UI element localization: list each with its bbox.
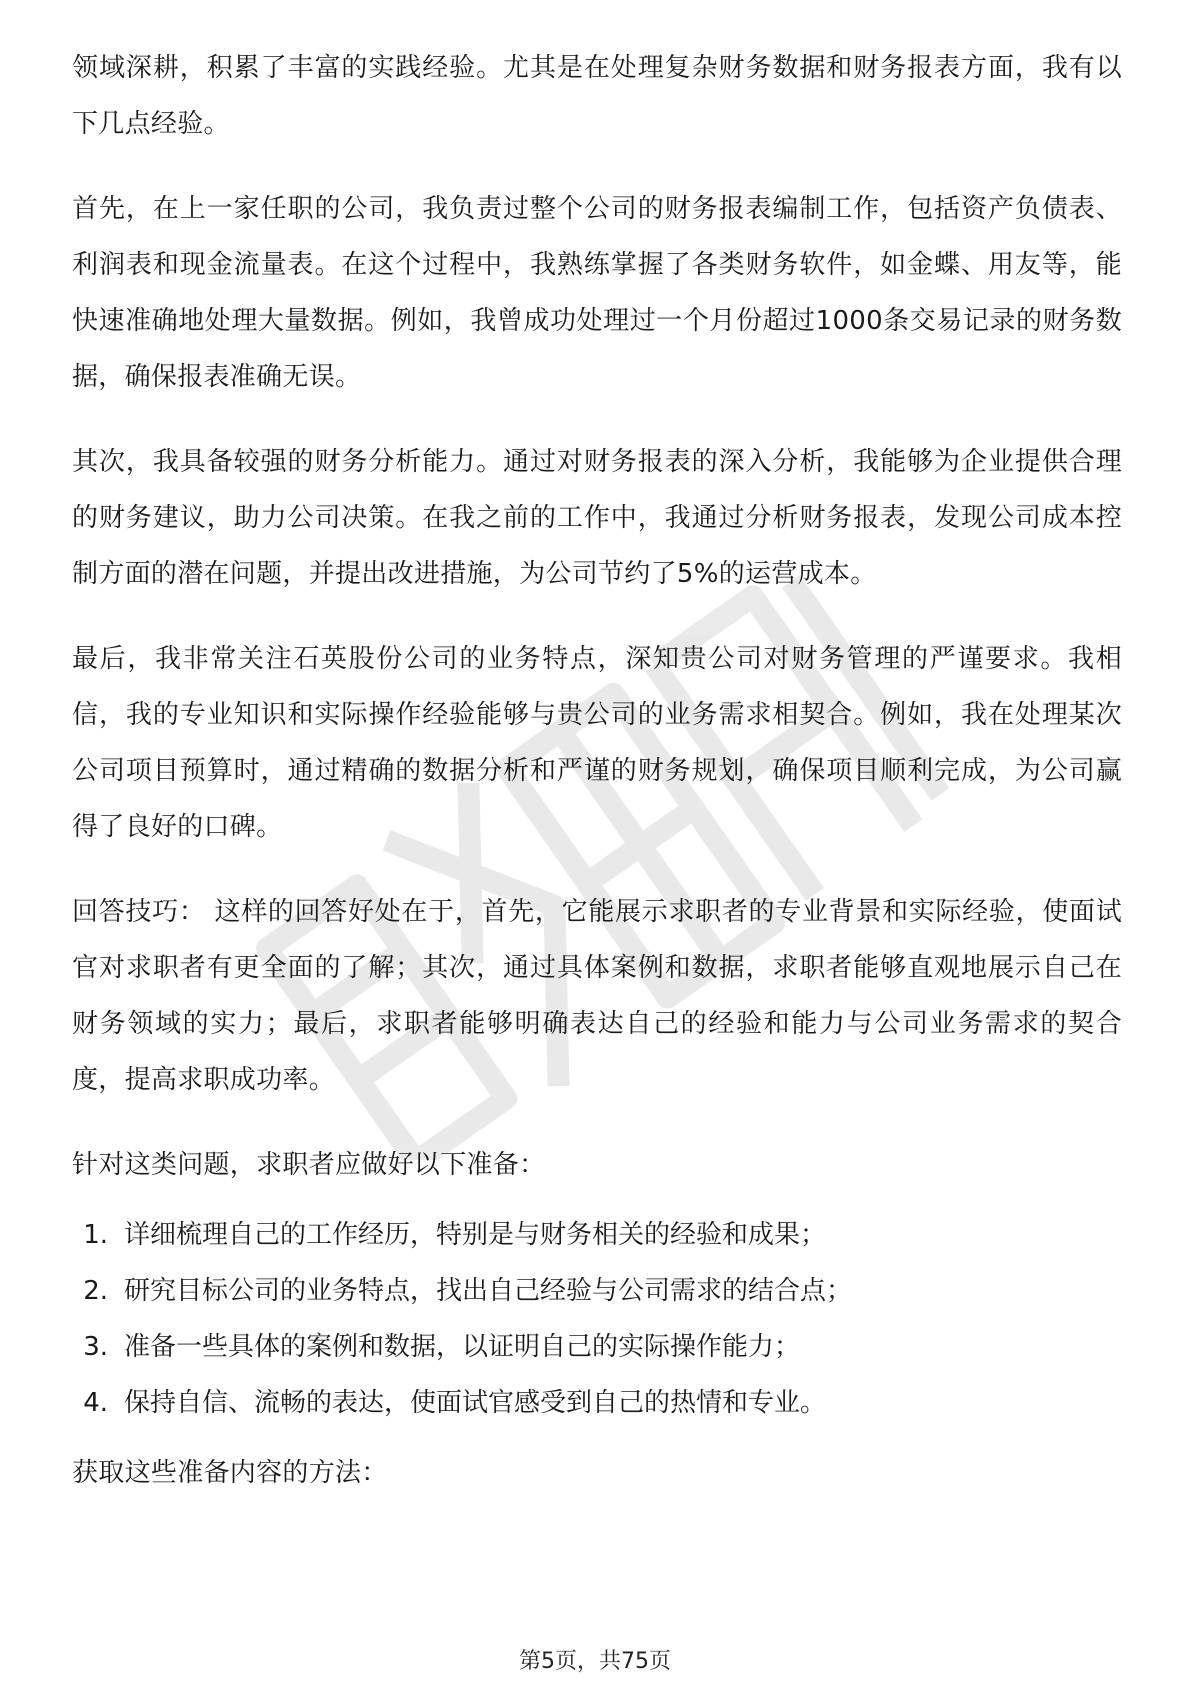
list-item-number: 3. xyxy=(83,1332,108,1362)
paragraph-answer-tips: 回答技巧： 这样的回答好处在于，首先，它能展示求职者的专业背景和实际经验，使面试官对求职者有更全面的了解；其次，通过具体案例和数据，求职者能够直观地展示自己在财务领域的实力；最后，求职者能够明确表达自己的经验和能力与公司业务需求的契合度，提高求职成功率。 xyxy=(72,897,1122,1095)
paragraph-intro: 领域深耕，积累了丰富的实践经验。尤其是在处理复杂财务数据和财务报表方面，我有以下几点经验。 xyxy=(72,53,1122,139)
list-item xyxy=(72,1319,1122,1375)
list-item xyxy=(72,1375,1122,1431)
paragraph-closing: 获取这些准备内容的方法： xyxy=(72,1458,388,1488)
list-item-text: 研究目标公司的业务特点，找出自己经验与公司需求的结合点； xyxy=(124,1276,853,1306)
list-item-number: 2. xyxy=(83,1276,108,1306)
paragraph-third-point: 最后，我非常关注石英股份公司的业务特点，深知贵公司对财务管理的严谨要求。我相信，我的专业知识和实际操作经验能够与贵公司的业务需求相契合。例如，我在处理某次公司项目预算时，通过精确的数据分析和严谨的财务规划，确保项目顺利完成，为公司赢得了良好的口碑。 xyxy=(72,644,1122,842)
list-item-number: 1. xyxy=(83,1220,108,1250)
list-item xyxy=(72,1207,1122,1263)
document-body xyxy=(72,40,1122,1530)
list-item xyxy=(72,1263,1122,1319)
paragraph-first-point: 首先，在上一家任职的公司，我负责过整个公司的财务报表编制工作，包括资产负债表、利润表和现金流量表。在这个过程中，我熟练掌握了各类财务软件，如金蝶、用友等，能快速准确地处理大量数据。例如，我曾成功处理过一个月份超过1000条交易记录的财务数据，确保报表准确无误。 xyxy=(72,194,1122,392)
page-number-footer: 第5页，共75页 xyxy=(519,1649,671,1674)
paragraph-preparation-intro: 针对这类问题，求职者应做好以下准备： xyxy=(72,1150,546,1180)
list-item-text: 详细梳理自己的工作经历，特别是与财务相关的经验和成果； xyxy=(124,1220,827,1250)
preparation-list xyxy=(72,1207,1122,1431)
list-item-text: 准备一些具体的案例和数据，以证明自己的实际操作能力； xyxy=(124,1332,801,1362)
list-item-number: 4. xyxy=(83,1388,108,1418)
list-item-text: 保持自信、流畅的表达，使面试官感受到自己的热情和专业。 xyxy=(124,1388,827,1418)
paragraph-second-point: 其次，我具备较强的财务分析能力。通过对财务报表的深入分析，我能够为企业提供合理的财务建议，助力公司决策。在我之前的工作中，我通过分析财务报表，发现公司成本控制方面的潜在问题，并提出改进措施，为公司节约了5%的运营成本。 xyxy=(72,447,1122,589)
